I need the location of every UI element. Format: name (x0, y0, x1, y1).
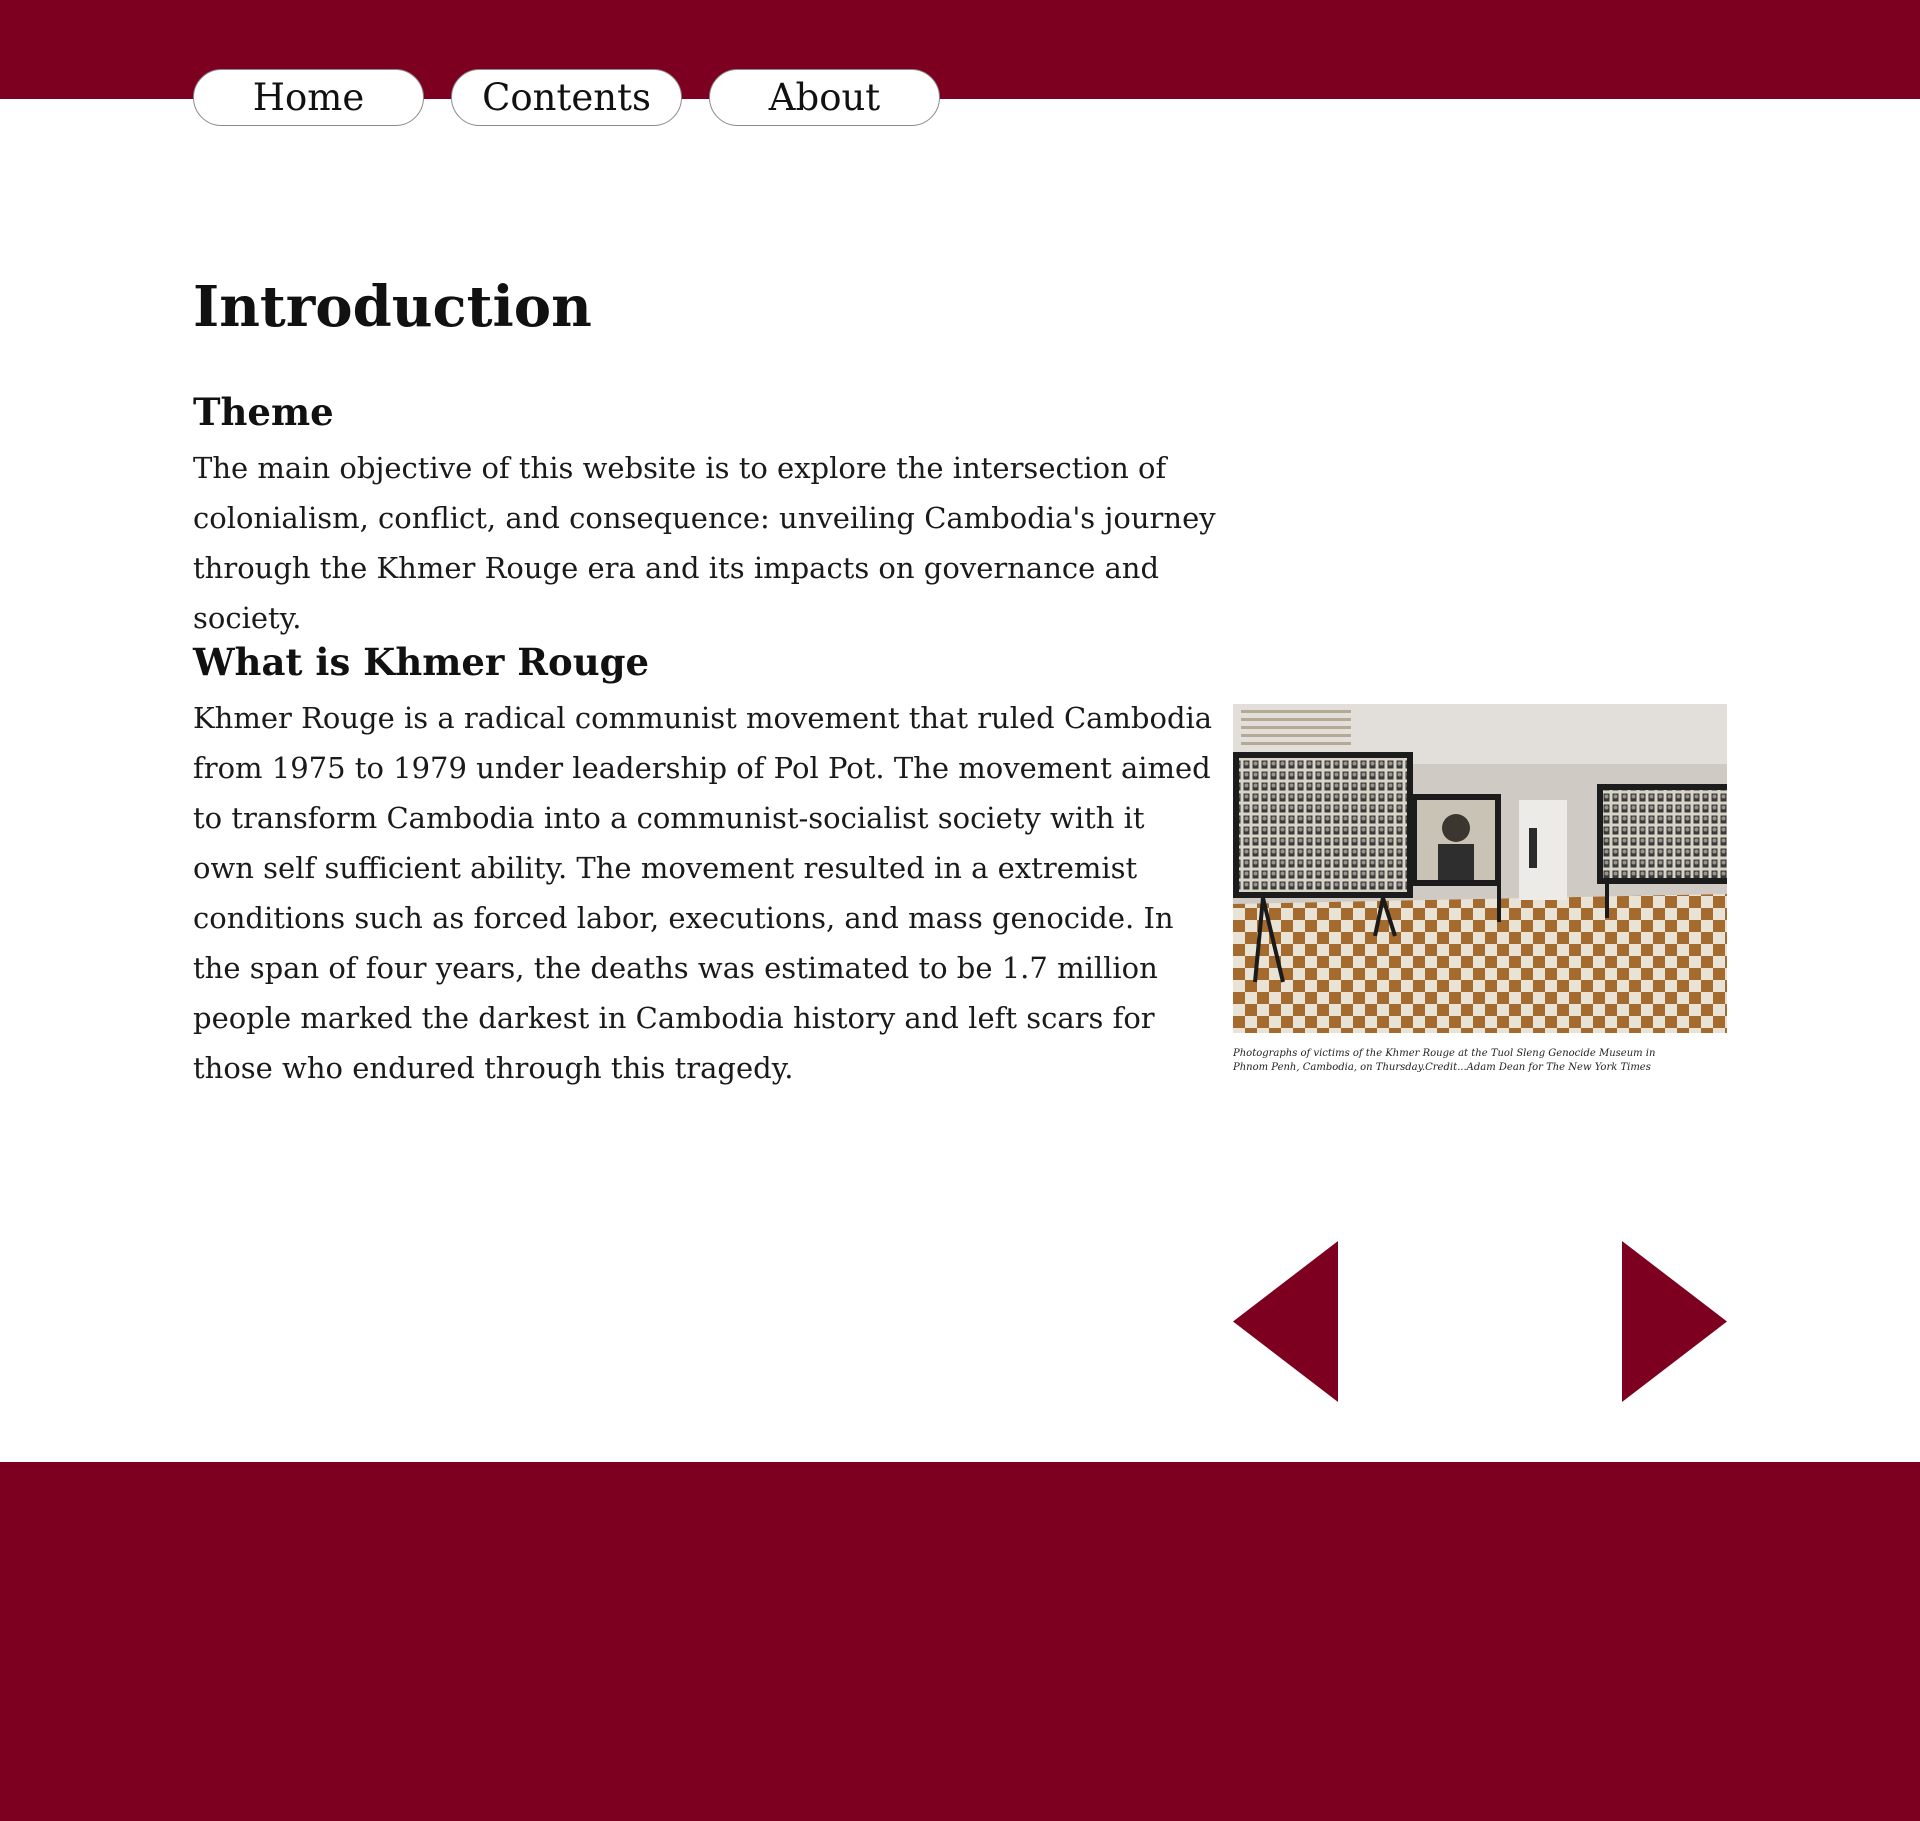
nav-home-button[interactable]: Home (193, 69, 424, 126)
khmer-rouge-paragraph: Khmer Rouge is a radical communist movement that ruled Cambodia from 1975 to 1979 under leadership of Pol Pot. The movement aimed to transform Cambodia into a communist-socialist society with it own self sufficient ability. The movement resulted in a extremist conditions such as forced labor, executions, and mass genocide. In the span of four years, the deaths was estimated to be 1.7 million people marked the darkest in Cambodia history and left scars for those who endured through this tragedy. (193, 701, 1213, 1085)
page-title: Introduction (193, 274, 592, 340)
theme-heading: Theme (193, 390, 334, 434)
next-page-arrow-icon[interactable] (1622, 1241, 1727, 1402)
main-nav (193, 69, 940, 126)
previous-page-arrow-icon[interactable] (1233, 1241, 1338, 1402)
museum-photo-figure (1233, 704, 1727, 1075)
footer-bar (0, 1462, 1920, 1821)
nav-about-button[interactable]: About (709, 69, 940, 126)
photo-caption: Photographs of victims of the Khmer Rouge at the Tuol Sleng Genocide Museum in Phnom Penh, Cambodia, on Thursday.Credit...Adam Dean for The New York Times (1233, 1048, 1656, 1073)
theme-paragraph: The main objective of this website is to explore the intersection of colonialism, conflict, and consequence: unveiling Cambodia's journey through the Khmer Rouge era and its impacts on governance and society. (193, 451, 1216, 635)
nav-contents-button[interactable]: Contents (451, 69, 682, 126)
museum-photo (1233, 704, 1727, 1033)
khmer-rouge-heading: What is Khmer Rouge (193, 640, 650, 684)
